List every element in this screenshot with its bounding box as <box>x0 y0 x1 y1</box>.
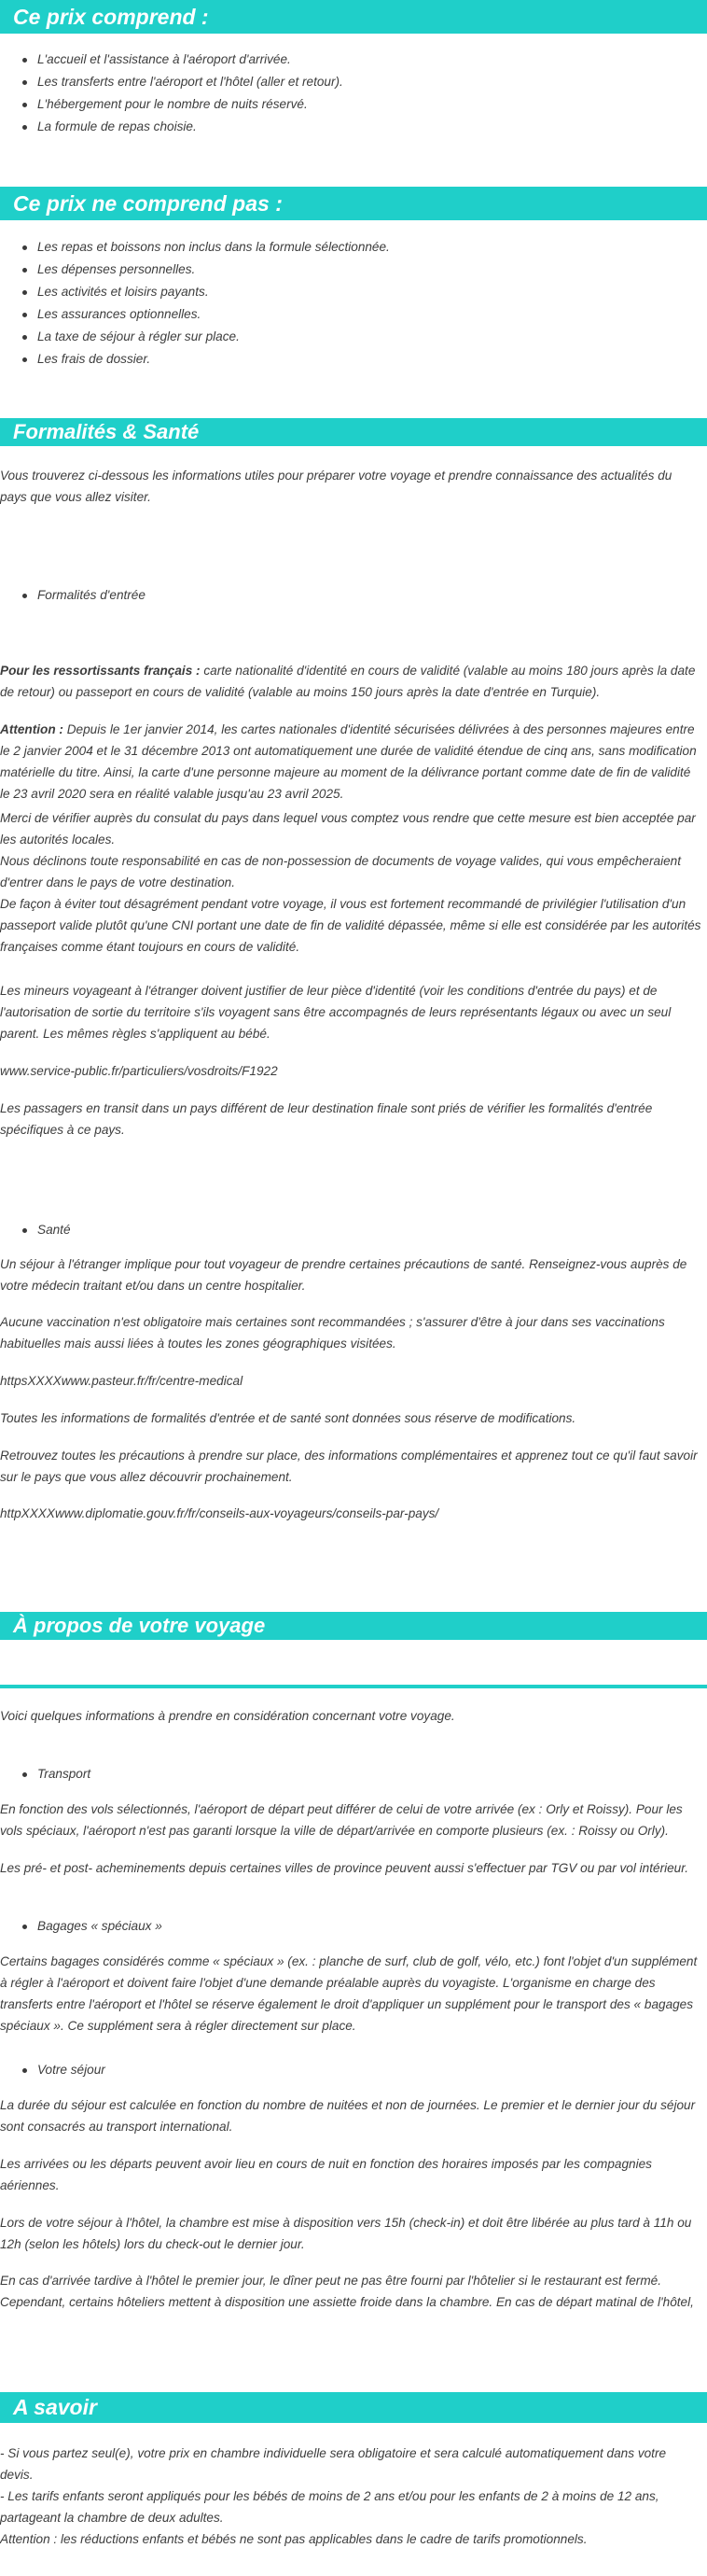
asavoir-heading: A savoir <box>0 2392 707 2423</box>
pasteur-link[interactable]: httpsXXXXwww.pasteur.fr/fr/centre-medical <box>0 1374 243 1388</box>
ressortissants-label: Pour les ressortissants français : <box>0 664 201 678</box>
asavoir-line-3: Attention : les réductions enfants et bébés ne sont pas applicables dans le cadre de tarifs promotionnels. <box>0 2532 588 2546</box>
sante-bullet: Santé <box>0 1219 71 1241</box>
list-item: Les assurances optionnelles. <box>0 303 390 326</box>
attention-label: Attention : <box>0 722 63 736</box>
transport-text: En fonction des vols sélectionnés, l'aéroport de départ peut différer de celui de votre arrivée (ex : Orly et Roissy). Pour les vols spéciaux, l'aéroport n'est pas garanti lorsque la ville de départ/arrivée en comporte plusieurs (ex. : Roissy ou Orly). <box>0 1802 683 1838</box>
apropos-heading: À propos de votre voyage <box>0 1612 707 1640</box>
tardive-text: En cas d'arrivée tardive à l'hôtel le premier jour, le dîner peut ne pas être fourni par l'hôtelier si le restaurant est fermé. Cependant, certains hôteliers mettent à disposition une assiette froide dans la chambre. En cas de départ matinal de l'hôtel, <box>0 2274 694 2309</box>
asavoir-line-2: - Les tarifs enfants seront appliqués pour les bébés de moins de 2 ans et/ou pour les enfants de 2 à moins de 12 ans, partageant la chambre de deux adultes. <box>0 2489 659 2525</box>
service-public-link[interactable]: www.service-public.fr/particuliers/vosdroits/F1922 <box>0 1064 278 1078</box>
sante-list <box>0 1219 71 1241</box>
list-item: Les repas et boissons non inclus dans la formule sélectionnée. <box>0 236 390 259</box>
asavoir-line-1: - Si vous partez seul(e), votre prix en chambre individuelle sera obligatoire et sera calculé automatiquement dans votre devis. <box>0 2446 667 2482</box>
excludes-heading: Ce prix ne comprend pas : <box>0 187 707 220</box>
sante-text: Un séjour à l'étranger implique pour tout voyageur de prendre certaines précautions de santé. Renseignez-vous auprès de votre médecin traitant et/ou dans un centre hospitalier. <box>0 1257 687 1293</box>
includes-list <box>0 49 343 138</box>
entree-bullet: Formalités d'entrée <box>0 584 146 607</box>
diplomatie-link[interactable]: httpXXXXwww.diplomatie.gouv.fr/fr/conseils-aux-voyageurs/conseils-par-pays/ <box>0 1506 439 1520</box>
bagages-text: Certains bagages considérés comme « spéciaux » (ex. : planche de surf, club de golf, vélo, etc.) font l'objet d'un supplément à régler à l'aéroport et doivent faire l'objet d'une demande préalable auprès du voyagiste. L'organisme en charge des transferts entre l'aéroport et l'hôtel se réserve également le droit d'appliquer un supplément pour le transport des « bagages spéciaux ». Ce supplément sera à régler directement sur place. <box>0 1954 698 2033</box>
ressortissants-text: carte nationalité d'identité en cours de validité (valable au moins 180 jours après la date de retour) ou passeport en cours de validité (valable au moins 150 jours après la date d'entrée en Turquie). <box>0 664 696 699</box>
merci-text: Merci de vérifier auprès du consulat du pays dans lequel vous comptez vous rendre que cette mesure est bien acceptée par les autorités locales. <box>0 811 696 847</box>
retrouvez-text: Retrouvez toutes les précautions à prendre sur place, des informations complémentaires et apprenez tout ce qu'il faut savoir sur le pays que vous allez découvrir prochainement. <box>0 1449 698 1484</box>
includes-heading: Ce prix comprend : <box>0 0 707 34</box>
transport-list <box>0 1763 90 1785</box>
formalites-intro: Vous trouverez ci-dessous les informations utiles pour préparer votre voyage et prendre connaissance des actualités du pays que vous allez visiter. <box>0 469 672 504</box>
mineurs-text: Les mineurs voyageant à l'étranger doivent justifier de leur pièce d'identité (voir les conditions d'entrée du pays) et de l'autorisation de sortie du territoire s'ils voyagent sans être accompagnés de leurs représentants légaux ou avec un seul parent. Les mêmes règles s'appliquent au bébé. <box>0 984 672 1041</box>
list-item: Les transferts entre l'aéroport et l'hôtel (aller et retour). <box>0 71 343 93</box>
reserve-text: Toutes les informations de formalités d'entrée et de santé sont données sous réserve de modifications. <box>0 1411 576 1425</box>
sejour-text: La durée du séjour est calculée en fonction du nombre de nuitées et non de journées. Le premier et le dernier jour du séjour sont consacrés au transport international. <box>0 2098 696 2134</box>
excludes-list <box>0 236 390 371</box>
sejour-bullet: Votre séjour <box>0 2059 105 2081</box>
attention-text: Depuis le 1er janvier 2014, les cartes nationales d'identité sécurisées délivrées à des personnes majeures entre le 2 janvier 2004 et le 31 décembre 2013 ont automatiquement une durée de validité étendue de cinq ans, sans modification matérielle du titre. Ainsi, la carte d'une personne majeure au moment de la délivrance portant comme date de fin de validité le 23 avril 2020 sera en réalité valable jusqu'au 23 avril 2025. <box>0 722 697 801</box>
apropos-intro: Voici quelques informations à prendre en considération concernant votre voyage. <box>0 1709 455 1723</box>
bagages-bullet: Bagages « spéciaux » <box>0 1915 162 1938</box>
list-item: Les frais de dossier. <box>0 348 390 371</box>
list-item: La taxe de séjour à régler sur place. <box>0 326 390 348</box>
arrivees-text: Les arrivées ou les départs peuvent avoir lieu en cours de nuit en fonction des horaires imposés par les compagnies aériennes. <box>0 2157 652 2192</box>
formalites-heading: Formalités & Santé <box>0 418 707 446</box>
declinons-text: Nous déclinons toute responsabilité en cas de non-possession de documents de voyage valides, qui vous empêcheraient d'entrer dans le pays de votre destination. <box>0 854 681 889</box>
vaccination-text: Aucune vaccination n'est obligatoire mais certaines sont recommandées ; s'assurer d'être à jour dans ses vaccinations habituelles mais aussi liées à toutes les zones géographiques visitées. <box>0 1315 665 1351</box>
divider <box>0 1685 707 1688</box>
list-item: L'hébergement pour le nombre de nuits réservé. <box>0 93 343 116</box>
list-item: La formule de repas choisie. <box>0 116 343 138</box>
desagrement-text: De façon à éviter tout désagrément pendant votre voyage, il vous est fortement recommandé de privilégier l'utilisation d'un passeport valide plutôt qu'une CNI portant une date de fin de validité dépassée, même si elle est considérée par les autorités françaises comme étant toujours en cours de validité. <box>0 897 701 954</box>
attention-paragraph <box>0 719 701 805</box>
list-item: Les dépenses personnelles. <box>0 259 390 281</box>
transport-bullet: Transport <box>0 1763 90 1785</box>
ressortissants-paragraph <box>0 660 701 703</box>
sejour-list <box>0 2059 105 2081</box>
hotel-text: Lors de votre séjour à l'hôtel, la chambre est mise à disposition vers 15h (check-in) et doit être libérée au plus tard à 11h ou 12h (selon les hôtels) lors du check-out le dernier jour. <box>0 2216 692 2251</box>
transit-text: Les passagers en transit dans un pays différent de leur destination finale sont priés de vérifier les formalités d'entrée spécifiques à ce pays. <box>0 1101 653 1137</box>
acheminements-text: Les pré- et post- acheminements depuis certaines villes de province peuvent aussi s'effectuer par TGV ou par vol intérieur. <box>0 1861 689 1875</box>
bagages-list <box>0 1915 162 1938</box>
entree-list <box>0 584 146 607</box>
list-item: L'accueil et l'assistance à l'aéroport d'arrivée. <box>0 49 343 71</box>
list-item: Les activités et loisirs payants. <box>0 281 390 303</box>
